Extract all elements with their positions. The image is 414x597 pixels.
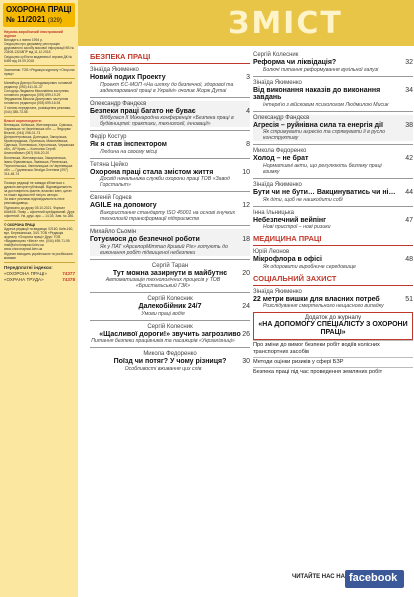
sidebar-text: Свідоцтво суб'єкта видавничої справи ДК № 6459 від 19.09.2018 <box>4 54 73 63</box>
toc-page-number: 26 <box>242 330 250 338</box>
sidebar-text: Засновник: ТОВ «Редакція журналу «Охорона праці» <box>4 67 75 76</box>
toc-article-title: Безпеки праці багато не буває <box>90 107 196 115</box>
facebook-logo[interactable]: facebook <box>345 570 404 588</box>
toc-author: Сергій Таран <box>151 262 189 269</box>
toc-entry[interactable] <box>253 80 413 108</box>
toc-author: Юрій Леонов <box>253 249 290 256</box>
toc-author: Олександр Фандєєв <box>253 114 310 121</box>
section-heading-social: СОЦІАЛЬНИЙ ЗАХИСТ <box>253 274 413 286</box>
masthead-title: ОХОРОНА ПРАЦІ <box>6 5 72 14</box>
section-heading-safety: БЕЗПЕКА ПРАЦІ <box>90 52 250 64</box>
toc-page-number: 44 <box>405 188 413 196</box>
toc-description: Нормативні акти, що регулюють безпеку праці взимку <box>263 162 382 175</box>
toc-entry[interactable] <box>253 115 413 142</box>
toc-description: Особливості вживання цих слів <box>124 365 202 372</box>
toc-article-title: Бути чи не бути… Вакцинуватись чи ні… <box>253 188 396 196</box>
sidebar-email[interactable]: mail@ohoronapraci.kiev.ua www.ohoronapraci.kiev.ua <box>4 243 44 252</box>
toc-article-title: Поїзд чи потяг? У чому різниця? <box>113 358 227 366</box>
toc-entry[interactable] <box>90 67 250 94</box>
toc-description: Людина на своєму місці <box>100 148 158 155</box>
toc-page-number: 32 <box>405 59 413 66</box>
toc-page-number: 8 <box>246 141 250 149</box>
supplement-item[interactable]: Про зміни до вимог безпеки робіт водіїв колісних транспортних засобів <box>253 340 413 357</box>
toc-page-number: 20 <box>242 269 250 277</box>
toc-page-number: 38 <box>405 121 413 129</box>
sidebar-text: Солодчук Людмила Миколаївна заступник головного редактора (093) 699-19-29 <box>4 89 69 98</box>
toc-entry[interactable] <box>90 351 250 372</box>
toc-author: Сергій Колесник <box>253 52 299 58</box>
toc-page-number: 34 <box>405 86 413 94</box>
toc-page-number: 42 <box>405 155 413 163</box>
toc-author: Зінаїда Якименко <box>253 181 302 188</box>
toc-page-number: 4 <box>246 107 250 115</box>
sidebar-text: Фердманюк Микола Дмитрович заступник головного редактора (093) 699-16-94 <box>4 97 69 106</box>
toc-description: Як стримувати агресію та спрямувати її в русло конструктиву <box>263 129 385 142</box>
toc-article-title: Далекобійник 24/7 <box>138 303 202 311</box>
supplement-title: Додаток до журналу <box>304 315 362 322</box>
toc-page-number: 48 <box>405 256 413 264</box>
toc-description: Болючі питання реформування вугільної галузі <box>263 66 379 73</box>
subscription-index-row: 74377 «ОХОРОНА ПРАЦІ» <box>4 270 75 276</box>
toc-entry[interactable] <box>253 182 413 203</box>
toc-author: Олександр Фандєєв <box>90 100 147 107</box>
toc-article-title: 22 метри вишки для власних потреб <box>253 295 380 303</box>
toc-article-title: Готуємося до безпечної роботи <box>90 235 200 243</box>
toc-entry[interactable] <box>253 249 413 270</box>
toc-article-title: Від виконання наказів до виконання завдань <box>253 86 381 102</box>
toc-page-number: 10 <box>242 168 250 176</box>
masthead-logo <box>3 3 75 27</box>
toc-description: Інтерв'ю з війсковим психологом Людмилою Мисик <box>263 101 389 108</box>
supplement-item[interactable]: Безпека праці під час проведення земляних робіт <box>253 367 413 377</box>
toc-page-number: 47 <box>405 216 413 224</box>
toc-page-number: 3 <box>246 74 250 81</box>
sidebar-copyright: © ОХОРОНА ПРАЦІ <box>4 222 35 227</box>
toc-author: Сергій Колесник <box>147 323 193 330</box>
subscription-index-row: 74378 «ОХРАНА ТРУДА» <box>4 276 75 282</box>
toc-article-title: Тут можна зазирнути в майбутнє <box>112 269 228 277</box>
contents-left-column <box>90 52 250 375</box>
toc-page-number: 30 <box>242 358 250 366</box>
toc-article-title: Небезпечний вейпінг <box>253 216 327 224</box>
toc-author: Сергій Колесник <box>147 296 193 303</box>
toc-entry[interactable] <box>253 148 413 175</box>
toc-article-title: AGILE на допомогу <box>90 202 157 210</box>
toc-entry[interactable] <box>90 324 250 345</box>
masthead-sidebar <box>0 0 78 597</box>
toc-article-title: Мікрофлора в офісі <box>253 256 322 264</box>
toc-author: Тетяна Цейко <box>90 161 128 168</box>
toc-description: Як діти, щоб не нашкодити собі <box>263 196 343 203</box>
toc-author: Зінаїда Якименко <box>253 79 302 86</box>
toc-author: Зінаїда Якименко <box>90 67 139 73</box>
supplement-item[interactable]: Методи оцінки ризиків у сфері БЗР <box>253 357 413 367</box>
toc-author: Інна Ільницька <box>253 209 294 216</box>
toc-description: Проект ЄС-МОП «На шляху до безпечної, здорової та задекларованої праці в Україні» очолив Жорж Дутаі <box>100 81 234 94</box>
toc-description: Використання стандарту ISO 45001 на основі гнучких технологій трансформації підприємств <box>100 209 236 222</box>
toc-description: Як одоровити виробниче середовище <box>263 263 356 270</box>
sidebar-text: Волинська, Житомирська, Закарпатська, Івано-Франківська, Львівська, Рівненська, Тернопільська, Хмельницька та Чернівецька обл. — Гудлевська Зінаїда Олегівна (097) 314-48-74 <box>4 155 73 176</box>
masthead-issue: № 11/2021 (329) <box>6 15 62 24</box>
sidebar-text: Виходить з липня 1994 р. <box>4 38 43 43</box>
toc-article-title: Охорона праці стала змістом життя <box>90 168 214 176</box>
toc-page-number: 18 <box>242 235 250 243</box>
toc-description: Розслідування смертельного нещасного випадку <box>263 303 384 310</box>
sidebar-text: За зміст реклами відповідальність несе рекламодавець. <box>4 197 65 206</box>
sidebar-text: З питань передплати, розміщення реклами, (044) 385-73-58 <box>4 105 72 114</box>
toc-entry[interactable] <box>90 296 250 317</box>
toc-author: Євгеній Годнєв <box>90 195 132 202</box>
sidebar-heading: Власні кореспонденти: <box>4 118 42 123</box>
supplement-box[interactable] <box>253 312 413 340</box>
toc-page-number: 51 <box>405 295 413 303</box>
toc-description: Відбулася ІІ Міжнародна конференція «Безпека праці в будівництві: практики, технології, інновації» <box>100 115 234 128</box>
toc-article-title: Реформа чи ліквідація? <box>253 59 337 66</box>
toc-entry[interactable] <box>253 289 413 310</box>
toc-entry[interactable] <box>90 134 250 155</box>
toc-page-number: 12 <box>242 202 250 210</box>
toc-description: Як у ПАТ «АрселорМіттал Кривий Ріг» готують до виконання робіт підвищеної небезпеки <box>100 243 228 256</box>
toc-description: Нові пристрої – нові ризики <box>263 224 331 231</box>
read-us-label: ЧИТАЙТЕ НАС НА <box>292 574 345 580</box>
sidebar-text: Вінницька, Київська, Житомирська, Сумська, Харківська та Чернігівська обл. — Федорюк Віталій, (044) 296-01-73 <box>4 122 73 135</box>
toc-author: Михайло Сьомін <box>90 228 137 235</box>
toc-article-title: Холод – не брат <box>253 155 309 163</box>
sidebar-text: Матвійчук Дмитро Володимирович головний редактор (093) 441-51-37 <box>4 80 72 90</box>
contents-right-column <box>253 52 413 377</box>
subscription-index-title: Передплатні індекси: <box>4 264 53 270</box>
toc-author: Федір Костур <box>90 134 127 141</box>
toc-page-number: 24 <box>242 303 250 311</box>
toc-description: Автоматизація технологічних процесів у ТОВ «Бристальський ГЗК» <box>105 277 221 290</box>
toc-entry[interactable] <box>253 210 413 231</box>
sidebar-text: Журнал виходить українською та російською мовами <box>4 251 73 260</box>
contents-title: ЗМІСТ <box>228 6 343 41</box>
sidebar-text: Дніпропетровська, Донецька, Запорізька, Кіровоградська, Луганська, Миколаївська, Одеська, Полтавська, Херсонська, Черкаська обл., АР Крим — Колесник Сергій Анатолійович (067) 506-20-20 <box>4 135 75 156</box>
toc-description: Досвід начальника служби охорони праці ТОВ «Завод Горстальт» <box>100 176 230 189</box>
contents-banner <box>78 0 414 46</box>
sidebar-text: Підписано до друку 05.10.2021. Формат 60х84/8. Папір – офсетний крейдований. Друк офсетний. Ум. друк. арк. – 14,03; Зам. № 286. <box>4 205 75 218</box>
toc-description: Питання безпеки працівників та пасажирів «Укрзалізниці» <box>91 338 235 345</box>
toc-entry[interactable] <box>90 195 250 222</box>
sidebar-text: Позиція редакції не завжди збігається з думкою авторів публікацій. Відповідальність за достовірність фактів, власних імен, цитат та інших відомостей несуть автори. <box>4 181 72 198</box>
toc-author: Микола Федоренко <box>143 351 197 358</box>
toc-entry[interactable] <box>90 101 250 128</box>
supplement-title: «НА ДОПОМОГУ СПЕЦІАЛІСТУ З ОХОРОНИ ПРАЦІ» <box>258 321 408 337</box>
toc-description: Умови праці водія <box>141 310 185 317</box>
section-heading-medicine: МЕДИЦИНА ПРАЦІ <box>253 234 413 246</box>
toc-entry[interactable] <box>90 162 250 189</box>
toc-entry[interactable] <box>90 229 250 256</box>
toc-author: Микола Федоренко <box>253 148 307 155</box>
facebook-promo[interactable] <box>292 570 404 588</box>
sidebar-imprint <box>4 30 75 283</box>
sidebar-subtitle: Науково-виробничий ілюстрований журнал <box>4 30 63 39</box>
toc-article-title: «Щасливої дороги!» звучить загрозливо <box>99 330 241 338</box>
toc-entry[interactable] <box>253 52 413 73</box>
toc-article-title: Як я став інспектором <box>90 141 167 149</box>
sidebar-text: Адреса редакції та видавця: 02160, Київ-160, вул. Бережанська, 34/1 ТОВ «Редакція журналу «Охорона праці» Друк: ТОВ «Видавництво «Мега» тел. (044) 495-71-95 <box>4 226 74 244</box>
toc-article-title: Новий подих Проекту <box>90 74 166 81</box>
sidebar-text: Свідоцтво про державну реєстрацію друкованого засобу масової інформації КВ № 23408-13248ПР від 11.12.2018 <box>4 42 75 55</box>
toc-author: Зінаїда Якименко <box>253 288 302 295</box>
toc-article-title: Агресія – руйнівна сила та енергія дії <box>253 121 383 129</box>
toc-entry[interactable] <box>90 263 250 290</box>
